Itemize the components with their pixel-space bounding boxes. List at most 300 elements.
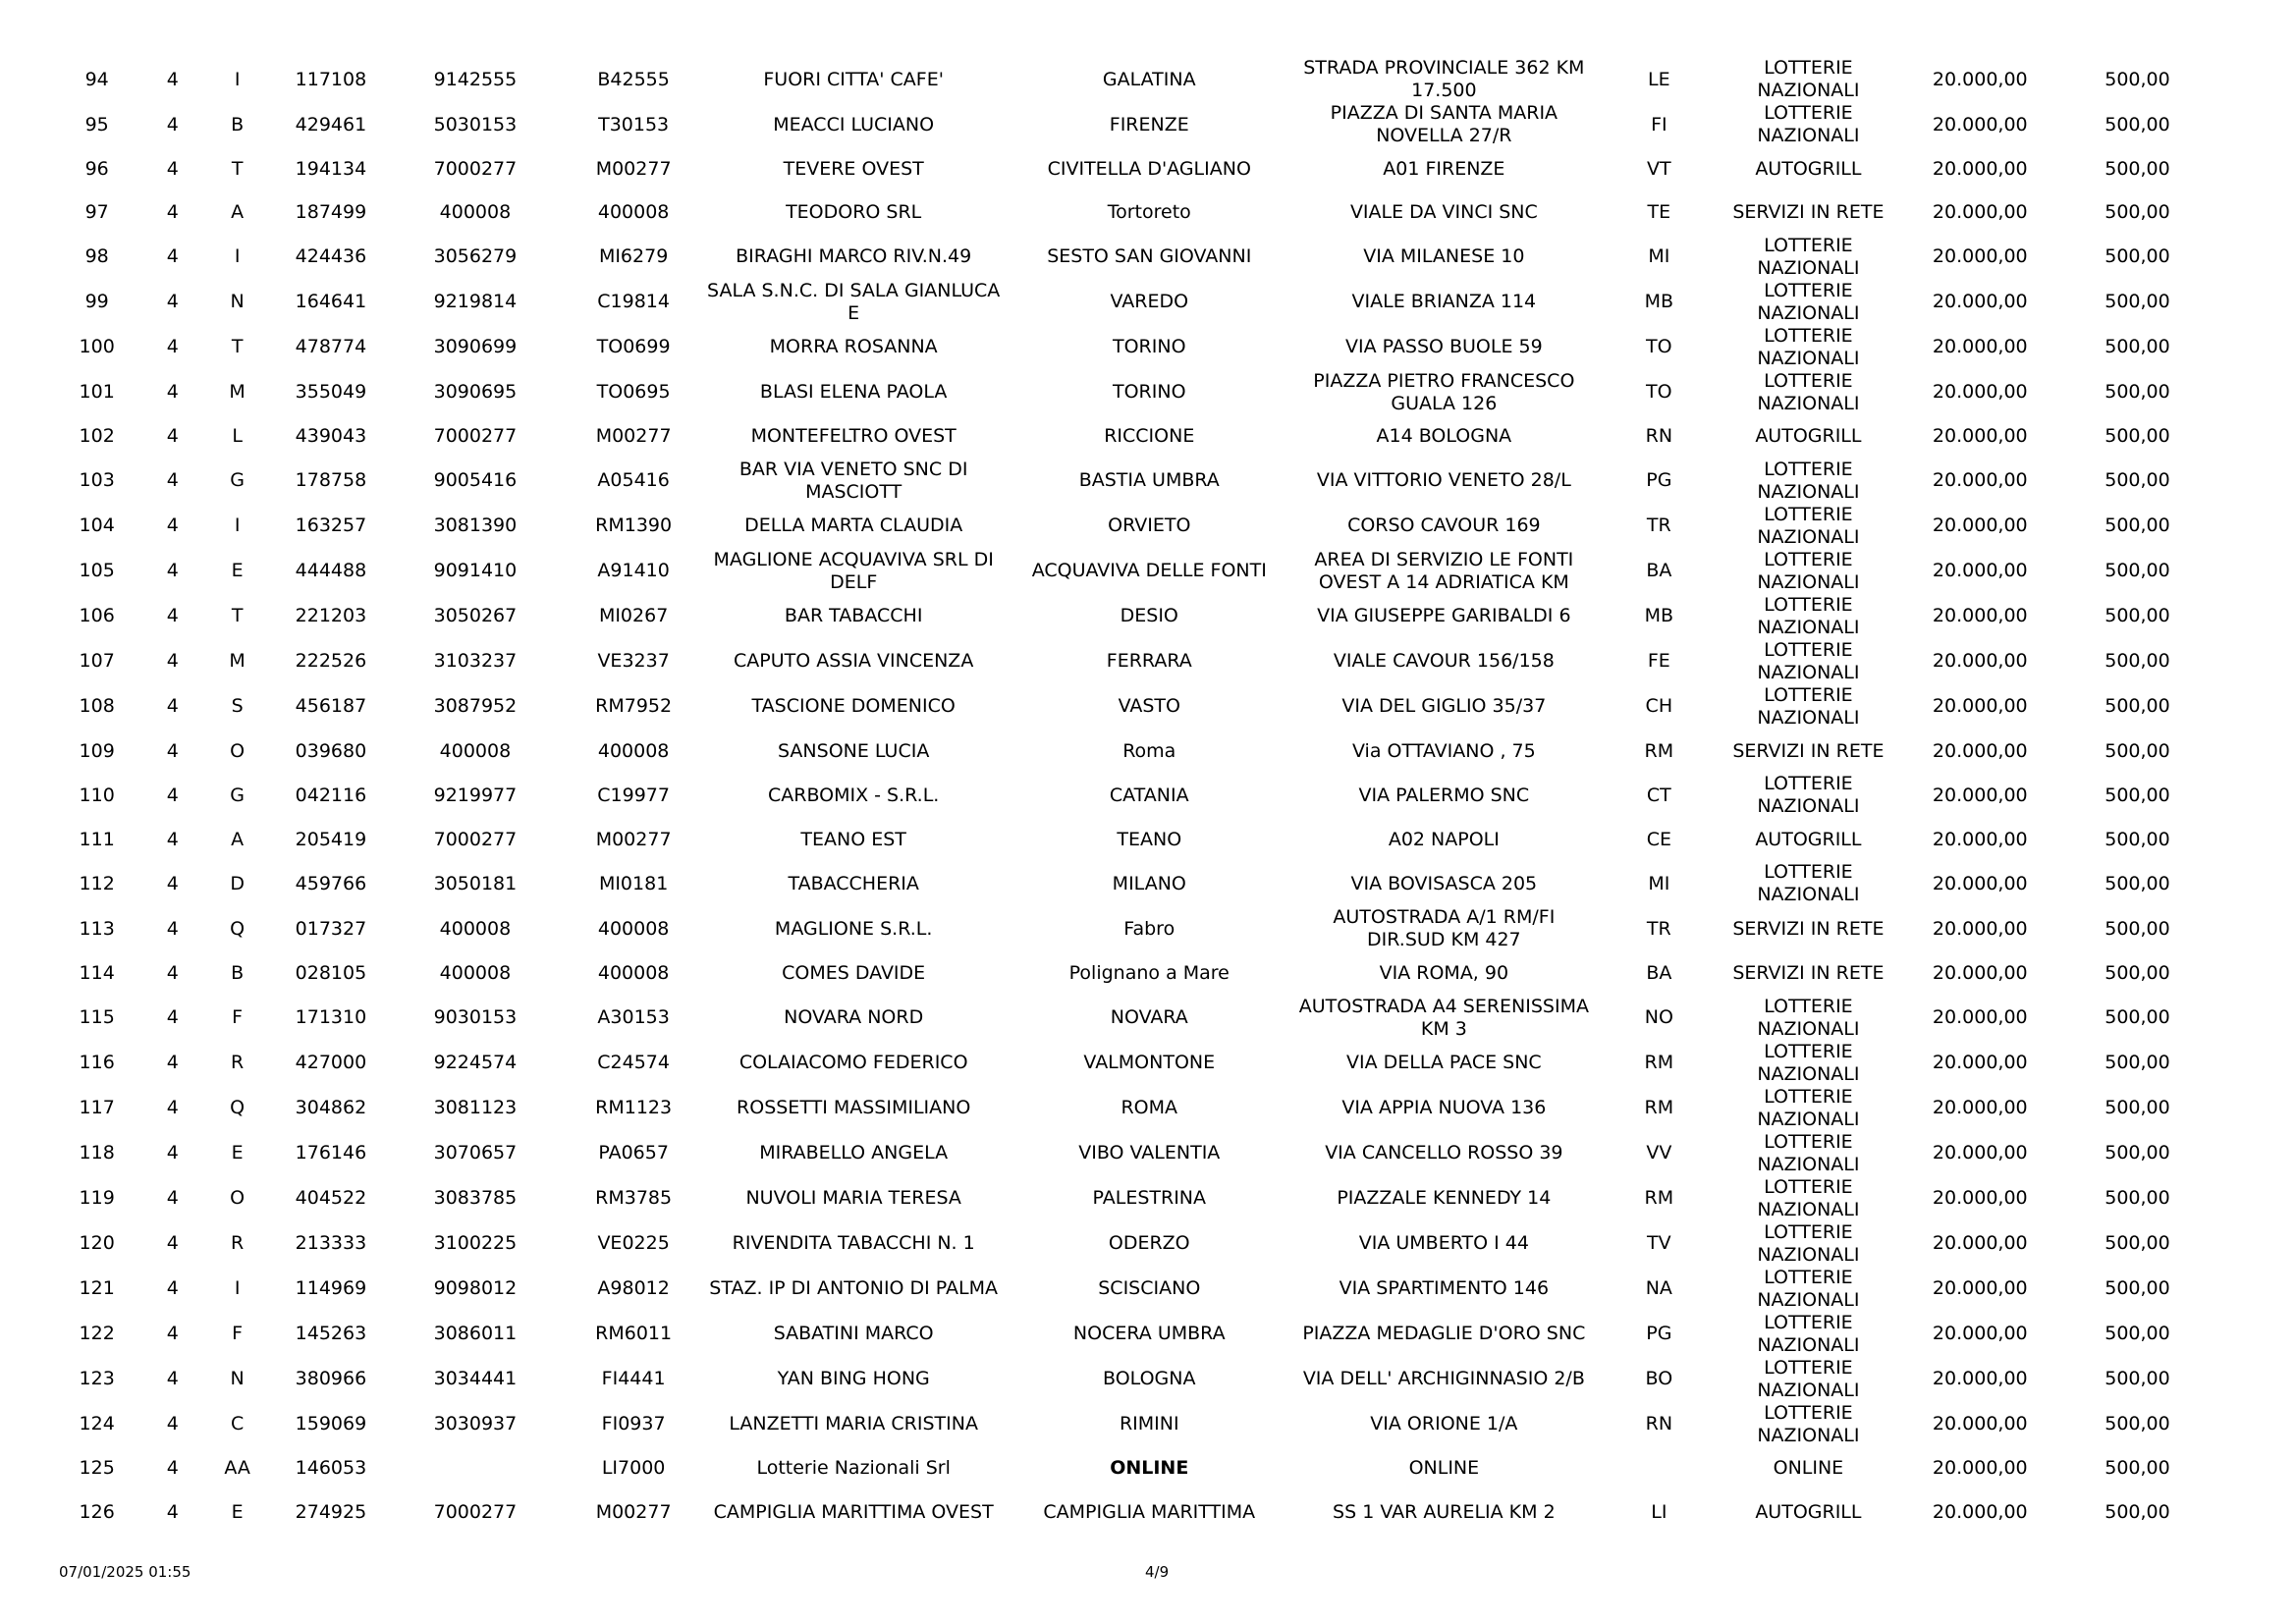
group-cell: 4 xyxy=(166,650,179,673)
channel-cell: AUTOGRILL xyxy=(1755,1500,1862,1523)
terminal-id-cell: FI0937 xyxy=(601,1413,666,1435)
channel-cell: LOTTERIE NAZIONALI xyxy=(1757,1401,1860,1446)
city-cell: TORINO xyxy=(1112,336,1186,358)
channel-cell: LOTTERIE NAZIONALI xyxy=(1757,1040,1860,1085)
row-number-cell: 105 xyxy=(79,560,115,582)
table-row xyxy=(47,818,2208,861)
letter-cell: T xyxy=(231,157,244,180)
code-cell: 3034441 xyxy=(433,1368,518,1390)
province-cell xyxy=(1594,1447,1723,1490)
row-number-cell: 106 xyxy=(79,605,115,627)
commission-cell: 500,00 xyxy=(2105,917,2170,940)
table-row xyxy=(47,57,2208,102)
commission-cell: 500,00 xyxy=(2105,113,2170,135)
prize-amount-cell: 20.000,00 xyxy=(1932,695,2028,718)
prize-amount-cell: 20.000,00 xyxy=(1932,962,2028,985)
group-cell: 4 xyxy=(166,872,179,894)
code-cell: 9142555 xyxy=(433,68,518,90)
ticket-number-cell: 176146 xyxy=(295,1142,367,1164)
address-cell: Via OTTAVIANO , 75 xyxy=(1351,739,1536,762)
letter-cell: E xyxy=(231,560,244,582)
code-cell: 9030153 xyxy=(433,1006,518,1029)
province-cell: MI xyxy=(1648,245,1670,268)
letter-cell: N xyxy=(230,291,245,313)
commission-cell: 500,00 xyxy=(2105,1232,2170,1255)
group-cell: 4 xyxy=(166,425,179,448)
city-cell: BOLOGNA xyxy=(1103,1368,1196,1390)
group-cell: 4 xyxy=(166,962,179,985)
group-cell: 4 xyxy=(166,1500,179,1523)
terminal-id-cell: M00277 xyxy=(595,1500,672,1523)
city-cell: GALATINA xyxy=(1102,68,1196,90)
commission-cell: 500,00 xyxy=(2105,962,2170,985)
retailer-name-cell: LANZETTI MARIA CRISTINA xyxy=(729,1413,978,1435)
letter-cell: I xyxy=(234,1277,241,1300)
city-cell: PALESTRINA xyxy=(1092,1187,1207,1210)
retailer-name-cell: MAGLIONE S.R.L. xyxy=(774,917,933,940)
table-row xyxy=(47,549,2208,594)
group-cell: 4 xyxy=(166,695,179,718)
retailer-name-cell: COMES DAVIDE xyxy=(782,962,926,985)
row-number-cell: 103 xyxy=(79,469,115,492)
province-cell: LE xyxy=(1648,68,1670,90)
row-number-cell: 113 xyxy=(79,917,115,940)
group-cell: 4 xyxy=(166,291,179,313)
code-cell: 7000277 xyxy=(433,828,518,850)
ticket-number-cell: 456187 xyxy=(295,695,367,718)
commission-cell: 500,00 xyxy=(2105,1500,2170,1523)
commission-cell: 500,00 xyxy=(2105,1006,2170,1029)
row-number-cell: 117 xyxy=(79,1097,115,1119)
row-number-cell: 126 xyxy=(79,1500,115,1523)
group-cell: 4 xyxy=(166,1457,179,1480)
table-row xyxy=(47,235,2208,280)
address-cell: VIA APPIA NUOVA 136 xyxy=(1341,1097,1547,1119)
province-cell: RM xyxy=(1644,1187,1674,1210)
city-cell: SESTO SAN GIOVANNI xyxy=(1047,245,1252,268)
commission-cell: 500,00 xyxy=(2105,1413,2170,1435)
ticket-number-cell: 164641 xyxy=(295,291,367,313)
row-number-cell: 101 xyxy=(79,381,115,404)
province-cell: MB xyxy=(1644,605,1674,627)
group-cell: 4 xyxy=(166,200,179,223)
province-cell: TV xyxy=(1647,1232,1671,1255)
letter-cell: L xyxy=(232,425,243,448)
channel-cell: LOTTERIE NAZIONALI xyxy=(1757,57,1860,101)
prize-amount-cell: 20.000,00 xyxy=(1932,157,2028,180)
address-cell: VIA ORIONE 1/A xyxy=(1370,1413,1518,1435)
address-cell: VIA SPARTIMENTO 146 xyxy=(1339,1277,1550,1300)
row-number-cell: 109 xyxy=(79,739,115,762)
letter-cell: F xyxy=(232,1006,244,1029)
ticket-number-cell: 159069 xyxy=(295,1413,367,1435)
prize-amount-cell: 20.000,00 xyxy=(1932,469,2028,492)
prize-amount-cell: 20.000,00 xyxy=(1932,1457,2028,1480)
commission-cell: 500,00 xyxy=(2105,872,2170,894)
channel-cell: AUTOGRILL xyxy=(1755,425,1862,448)
commission-cell: 500,00 xyxy=(2105,605,2170,627)
ticket-number-cell: 194134 xyxy=(295,157,367,180)
address-cell: VIA CANCELLO ROSSO 39 xyxy=(1325,1142,1563,1164)
commission-cell: 500,00 xyxy=(2105,650,2170,673)
group-cell: 4 xyxy=(166,1413,179,1435)
terminal-id-cell: MI0181 xyxy=(598,872,669,894)
letter-cell: E xyxy=(231,1142,244,1164)
retailer-name-cell: MAGLIONE ACQUAVIVA SRL DI DELF xyxy=(713,548,994,593)
province-cell: VV xyxy=(1646,1142,1672,1164)
address-cell: VIA GIUSEPPE GARIBALDI 6 xyxy=(1317,605,1571,627)
commission-cell: 500,00 xyxy=(2105,784,2170,806)
channel-cell: AUTOGRILL xyxy=(1755,828,1862,850)
letter-cell: I xyxy=(234,245,241,268)
channel-cell: LOTTERIE NAZIONALI xyxy=(1757,638,1860,683)
terminal-id-cell: B42555 xyxy=(597,68,670,90)
group-cell: 4 xyxy=(166,1006,179,1029)
prize-amount-cell: 20.000,00 xyxy=(1932,291,2028,313)
city-cell: FERRARA xyxy=(1106,650,1192,673)
letter-cell: C xyxy=(230,1413,245,1435)
city-cell: FIRENZE xyxy=(1109,113,1189,135)
retailer-name-cell: YAN BING HONG xyxy=(777,1368,930,1390)
city-cell: TEANO xyxy=(1117,828,1182,850)
commission-cell: 500,00 xyxy=(2105,739,2170,762)
terminal-id-cell: PA0657 xyxy=(598,1142,669,1164)
code-cell: 9224574 xyxy=(433,1052,518,1074)
code-cell: 3050181 xyxy=(433,872,518,894)
address-cell: VIA UMBERTO I 44 xyxy=(1358,1232,1529,1255)
province-cell: CT xyxy=(1646,784,1671,806)
city-cell: MILANO xyxy=(1112,872,1186,894)
row-number-cell: 125 xyxy=(79,1457,115,1480)
commission-cell: 500,00 xyxy=(2105,157,2170,180)
city-cell: RICCIONE xyxy=(1104,425,1195,448)
group-cell: 4 xyxy=(166,1052,179,1074)
retailer-name-cell: TEANO EST xyxy=(800,828,906,850)
city-cell: VAREDO xyxy=(1110,291,1189,313)
prize-amount-cell: 20.000,00 xyxy=(1932,1323,2028,1345)
code-cell: 7000277 xyxy=(433,1500,518,1523)
group-cell: 4 xyxy=(166,68,179,90)
code-cell: 400008 xyxy=(439,739,512,762)
retailer-name-cell: NUVOLI MARIA TERESA xyxy=(745,1187,961,1210)
table-row xyxy=(47,906,2208,951)
channel-cell: AUTOGRILL xyxy=(1755,157,1862,180)
footer-page-number: 4/9 xyxy=(1145,1563,1170,1581)
terminal-id-cell: RM6011 xyxy=(595,1323,673,1345)
terminal-id-cell: C19977 xyxy=(597,784,670,806)
footer-datetime: 07/01/2025 01:55 xyxy=(59,1563,191,1581)
channel-cell: LOTTERIE NAZIONALI xyxy=(1757,324,1860,369)
prize-amount-cell: 20.000,00 xyxy=(1932,1097,2028,1119)
commission-cell: 500,00 xyxy=(2105,1052,2170,1074)
table-row xyxy=(47,1221,2208,1267)
city-cell: ROMA xyxy=(1121,1097,1178,1119)
table-row xyxy=(47,684,2208,730)
channel-cell: LOTTERIE NAZIONALI xyxy=(1757,995,1860,1040)
ticket-number-cell: 429461 xyxy=(295,113,367,135)
channel-cell: LOTTERIE NAZIONALI xyxy=(1757,234,1860,279)
terminal-id-cell: MI0267 xyxy=(598,605,669,627)
row-number-cell: 99 xyxy=(84,291,109,313)
terminal-id-cell: A98012 xyxy=(597,1277,670,1300)
code-cell: 3081123 xyxy=(433,1097,518,1119)
table-row xyxy=(47,730,2208,773)
address-cell: AREA DI SERVIZIO LE FONTI OVEST A 14 ADRIATICA KM xyxy=(1314,548,1574,593)
channel-cell: SERVIZI IN RETE xyxy=(1732,917,1885,940)
terminal-id-cell: 400008 xyxy=(597,739,670,762)
prize-amount-cell: 20.000,00 xyxy=(1932,872,2028,894)
table-row xyxy=(47,190,2208,234)
city-cell: CAMPIGLIA MARITTIMA xyxy=(1043,1500,1256,1523)
ticket-number-cell: 145263 xyxy=(295,1323,367,1345)
city-cell: TORINO xyxy=(1112,381,1186,404)
letter-cell: G xyxy=(230,784,245,806)
prize-amount-cell: 20.000,00 xyxy=(1932,425,2028,448)
ticket-number-cell: 459766 xyxy=(295,872,367,894)
channel-cell: LOTTERIE NAZIONALI xyxy=(1757,102,1860,146)
channel-cell: ONLINE xyxy=(1773,1457,1844,1480)
retailer-name-cell: TABACCHERIA xyxy=(788,872,919,894)
retailer-name-cell: BAR TABACCHI xyxy=(784,605,923,627)
address-cell: VIA ROMA, 90 xyxy=(1379,962,1509,985)
province-cell: MI xyxy=(1648,872,1670,894)
retailer-name-cell: ROSSETTI MASSIMILIANO xyxy=(737,1097,971,1119)
prize-amount-cell: 20.000,00 xyxy=(1932,650,2028,673)
retailer-name-cell: MIRABELLO ANGELA xyxy=(759,1142,949,1164)
group-cell: 4 xyxy=(166,917,179,940)
group-cell: 4 xyxy=(166,1232,179,1255)
letter-cell: B xyxy=(231,962,245,985)
terminal-id-cell: A05416 xyxy=(597,469,670,492)
city-cell: NOCERA UMBRA xyxy=(1072,1323,1226,1345)
province-cell: BO xyxy=(1645,1368,1673,1390)
ticket-number-cell: 017327 xyxy=(295,917,367,940)
group-cell: 4 xyxy=(166,113,179,135)
province-cell: TO xyxy=(1646,381,1672,404)
prize-amount-cell: 20.000,00 xyxy=(1932,68,2028,90)
row-number-cell: 120 xyxy=(79,1232,115,1255)
retailer-name-cell: NOVARA NORD xyxy=(784,1006,924,1029)
letter-cell: B xyxy=(231,113,245,135)
prize-amount-cell: 20.000,00 xyxy=(1932,1232,2028,1255)
city-cell: Roma xyxy=(1122,739,1176,762)
ticket-number-cell: 178758 xyxy=(295,469,367,492)
city-cell: SCISCIANO xyxy=(1098,1277,1201,1300)
city-cell: ONLINE xyxy=(1110,1457,1189,1480)
group-cell: 4 xyxy=(166,1097,179,1119)
ticket-number-cell: 221203 xyxy=(295,605,367,627)
ticket-number-cell: 222526 xyxy=(295,650,367,673)
letter-cell: R xyxy=(231,1232,245,1255)
terminal-id-cell: C24574 xyxy=(597,1052,670,1074)
province-cell: TO xyxy=(1646,336,1672,358)
province-cell: BA xyxy=(1646,962,1672,985)
table-row xyxy=(47,1402,2208,1447)
city-cell: CIVITELLA D'AGLIANO xyxy=(1047,157,1251,180)
province-cell: RM xyxy=(1644,1052,1674,1074)
row-number-cell: 108 xyxy=(79,695,115,718)
province-cell: CE xyxy=(1646,828,1671,850)
table-row xyxy=(47,1176,2208,1221)
province-cell: NA xyxy=(1645,1277,1672,1300)
address-cell: PIAZZA DI SANTA MARIA NOVELLA 27/R xyxy=(1330,102,1558,146)
province-cell: PG xyxy=(1646,469,1672,492)
retailer-name-cell: SANSONE LUCIA xyxy=(778,739,930,762)
terminal-id-cell: 400008 xyxy=(597,962,670,985)
province-cell: FI xyxy=(1651,113,1667,135)
address-cell: VIA VITTORIO VENETO 28/L xyxy=(1316,469,1571,492)
row-number-cell: 102 xyxy=(79,425,115,448)
letter-cell: E xyxy=(231,1500,244,1523)
ticket-number-cell: 380966 xyxy=(295,1368,367,1390)
channel-cell: LOTTERIE NAZIONALI xyxy=(1757,548,1860,593)
address-cell: PIAZZALE KENNEDY 14 xyxy=(1337,1187,1552,1210)
letter-cell: N xyxy=(230,1368,245,1390)
table-row xyxy=(47,996,2208,1041)
channel-cell: LOTTERIE NAZIONALI xyxy=(1757,503,1860,548)
terminal-id-cell: A91410 xyxy=(597,560,670,582)
address-cell: ONLINE xyxy=(1408,1457,1480,1480)
table-row xyxy=(47,370,2208,415)
ticket-number-cell: 205419 xyxy=(295,828,367,850)
retailer-name-cell: BLASI ELENA PAOLA xyxy=(759,381,948,404)
table-row xyxy=(47,1447,2208,1490)
prize-amount-cell: 20.000,00 xyxy=(1932,1142,2028,1164)
group-cell: 4 xyxy=(166,469,179,492)
ticket-number-cell: 355049 xyxy=(295,381,367,404)
address-cell: VIALE BRIANZA 114 xyxy=(1351,291,1537,313)
address-cell: A14 BOLOGNA xyxy=(1376,425,1512,448)
row-number-cell: 111 xyxy=(79,828,115,850)
retailer-name-cell: RIVENDITA TABACCHI N. 1 xyxy=(732,1232,975,1255)
code-cell: 400008 xyxy=(439,917,512,940)
commission-cell: 500,00 xyxy=(2105,200,2170,223)
row-number-cell: 110 xyxy=(79,784,115,806)
code-cell: 3050267 xyxy=(433,605,518,627)
prize-amount-cell: 20.000,00 xyxy=(1932,200,2028,223)
province-cell: TE xyxy=(1647,200,1671,223)
terminal-id-cell: RM1390 xyxy=(595,514,673,537)
prize-amount-cell: 20.000,00 xyxy=(1932,1368,2028,1390)
table-row xyxy=(47,459,2208,504)
retailer-name-cell: SALA S.N.C. DI SALA GIANLUCA E xyxy=(707,279,1001,324)
address-cell: PIAZZA MEDAGLIE D'ORO SNC xyxy=(1302,1323,1586,1345)
terminal-id-cell: FI4441 xyxy=(601,1368,666,1390)
channel-cell: LOTTERIE NAZIONALI xyxy=(1757,683,1860,729)
letter-cell: O xyxy=(230,739,246,762)
row-number-cell: 122 xyxy=(79,1323,115,1345)
code-cell: 3090699 xyxy=(433,336,518,358)
code-cell: 9005416 xyxy=(433,469,518,492)
terminal-id-cell: LI7000 xyxy=(601,1457,666,1480)
letter-cell: S xyxy=(231,695,244,718)
city-cell: ODERZO xyxy=(1108,1232,1190,1255)
terminal-id-cell: MI6279 xyxy=(598,245,669,268)
commission-cell: 500,00 xyxy=(2105,1277,2170,1300)
commission-cell: 500,00 xyxy=(2105,68,2170,90)
retailer-name-cell: CARBOMIX - S.R.L. xyxy=(767,784,940,806)
commission-cell: 500,00 xyxy=(2105,1457,2170,1480)
retailer-name-cell: FUORI CITTA' CAFE' xyxy=(763,68,944,90)
city-cell: DESIO xyxy=(1120,605,1178,627)
letter-cell: Q xyxy=(230,917,246,940)
city-cell: ORVIETO xyxy=(1108,514,1191,537)
channel-cell: LOTTERIE NAZIONALI xyxy=(1757,1175,1860,1220)
commission-cell: 500,00 xyxy=(2105,1097,2170,1119)
group-cell: 4 xyxy=(166,245,179,268)
table-row xyxy=(47,147,2208,190)
province-cell: RN xyxy=(1645,425,1673,448)
address-cell: AUTOSTRADA A/1 RM/FI DIR.SUD KM 427 xyxy=(1333,906,1556,951)
address-cell: VIA DELL' ARCHIGINNASIO 2/B xyxy=(1302,1368,1585,1390)
address-cell: A02 NAPOLI xyxy=(1388,828,1500,850)
row-number-cell: 107 xyxy=(79,650,115,673)
code-cell: 3103237 xyxy=(433,650,518,673)
prize-amount-cell: 20.000,00 xyxy=(1932,1052,2028,1074)
city-cell: VALMONTONE xyxy=(1083,1052,1216,1074)
ticket-number-cell: 171310 xyxy=(295,1006,367,1029)
prize-amount-cell: 20.000,00 xyxy=(1932,739,2028,762)
retailer-name-cell: SABATINI MARCO xyxy=(773,1323,934,1345)
letter-cell: D xyxy=(230,872,245,894)
ticket-number-cell: 187499 xyxy=(295,200,367,223)
row-number-cell: 97 xyxy=(84,200,109,223)
commission-cell: 500,00 xyxy=(2105,514,2170,537)
retailer-name-cell: STAZ. IP DI ANTONIO DI PALMA xyxy=(709,1277,999,1300)
province-cell: FE xyxy=(1647,650,1670,673)
prize-amount-cell: 20.000,00 xyxy=(1932,605,2028,627)
row-number-cell: 124 xyxy=(79,1413,115,1435)
terminal-id-cell: TO0699 xyxy=(596,336,671,358)
commission-cell: 500,00 xyxy=(2105,469,2170,492)
group-cell: 4 xyxy=(166,157,179,180)
group-cell: 4 xyxy=(166,1187,179,1210)
code-cell: 9219814 xyxy=(433,291,518,313)
terminal-id-cell: VE3237 xyxy=(597,650,670,673)
table-row xyxy=(47,415,2208,459)
prize-amount-cell: 20.000,00 xyxy=(1932,381,2028,404)
row-number-cell: 95 xyxy=(84,113,109,135)
terminal-id-cell: 400008 xyxy=(597,917,670,940)
row-number-cell: 94 xyxy=(84,68,109,90)
code-cell: 9098012 xyxy=(433,1277,518,1300)
table-row xyxy=(47,504,2208,549)
province-cell: TR xyxy=(1646,917,1671,940)
commission-cell: 500,00 xyxy=(2105,695,2170,718)
group-cell: 4 xyxy=(166,1142,179,1164)
commission-cell: 500,00 xyxy=(2105,381,2170,404)
retailer-name-cell: MORRA ROSANNA xyxy=(769,336,938,358)
terminal-id-cell: VE0225 xyxy=(597,1232,670,1255)
address-cell: PIAZZA PIETRO FRANCESCO GUALA 126 xyxy=(1313,369,1575,414)
ticket-number-cell: 028105 xyxy=(295,962,367,985)
city-cell: Tortoreto xyxy=(1107,200,1191,223)
channel-cell: SERVIZI IN RETE xyxy=(1732,962,1885,985)
row-number-cell: 112 xyxy=(79,872,115,894)
code-cell: 9091410 xyxy=(433,560,518,582)
row-number-cell: 123 xyxy=(79,1368,115,1390)
prize-amount-cell: 20.000,00 xyxy=(1932,113,2028,135)
terminal-id-cell: RM3785 xyxy=(595,1187,673,1210)
prize-amount-cell: 20.000,00 xyxy=(1932,1413,2028,1435)
city-cell: NOVARA xyxy=(1110,1006,1188,1029)
group-cell: 4 xyxy=(166,828,179,850)
commission-cell: 500,00 xyxy=(2105,1187,2170,1210)
code-cell: 3056279 xyxy=(433,245,518,268)
letter-cell: A xyxy=(231,200,245,223)
code-cell: 3070657 xyxy=(433,1142,518,1164)
address-cell: STRADA PROVINCIALE 362 KM 17.500 xyxy=(1303,57,1585,101)
